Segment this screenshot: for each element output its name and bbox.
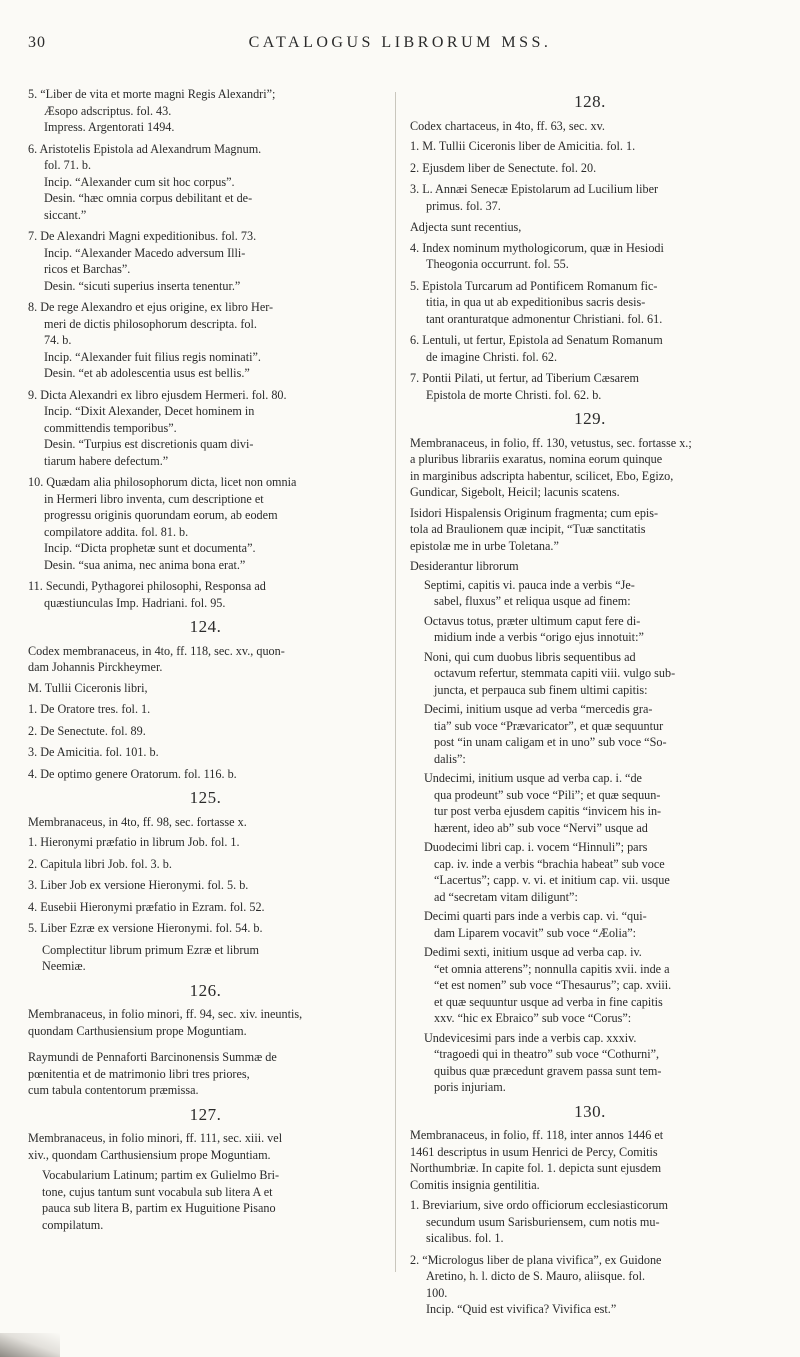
list-item: 10. Quædam alia philosophorum dicta, licet non omnia in Hermeri libro inventa, cum descriptione et progressu originis quorundam eorum, ab eodem compilatore addita. fol. 81. b. Incip. “Dicta prophetæ sunt et documenta”. Desin. “sua anima, nec anima bona erat.” <box>28 475 297 572</box>
list-item: 7. De Alexandri Magni expeditionibus. fol. 73. Incip. “Alexander Macedo adversum Illi- ricos et Barchas”. Desin. “sicuti superius inserta tenentur.” <box>28 229 257 293</box>
entry-number: 130. <box>574 1101 606 1121</box>
entry-paragraph: Dedimi sexti, initium usque ad verba cap. iv. “et omnia atterens”; nonnulla capitis xvii. inde a “et est nomen” sub voce “Thesaurus”; cap. xviii. et quæ sequuntur usque ad verba in fine capitis xxv. “hic ex Ebraico” sub voce “Corus”: <box>424 945 672 1025</box>
entry-paragraph: Octavus totus, præter ultimum caput fere di- midium inde a verbis “origo ejus innotuit:” <box>424 613 644 644</box>
entry-text: Vocabularium Latinum; partim ex Gulielmo Bri- tone, cujus tantum sunt vocabula sub litera A et pauca sub litera B, partim ex Huguitione Pisano compilatum. <box>42 1168 280 1232</box>
page-smudge <box>0 1333 60 1357</box>
left-column <box>28 86 383 1237</box>
entry-note: Complectitur librum primum Ezræ et librum Neemiæ. <box>42 942 259 973</box>
entry-paragraph: Undevicesimi pars inde a verbis cap. xxxiv. “tragoedi qui in theatro” sub voce “Cothurni”, quibus quæ præcedunt gravem passa sunt tem- poris injuriam. <box>424 1030 662 1094</box>
entry-number: 126. <box>189 980 222 1000</box>
entry-description: Membranaceus, in 4to, ff. 98, sec. fortasse x. <box>28 814 247 829</box>
list-item: 1. M. Tullii Ciceronis liber de Amicitia. fol. 1. <box>410 139 636 153</box>
running-title: CATALOGUS LIBRORUM MSS. <box>248 34 552 51</box>
entry-number: 128. <box>574 92 606 111</box>
entry-paragraph: Noni, qui cum duobus libris sequentibus ad octavum refertur, stemmata capiti viii. vulgo sub- juncta, et perpauca sub finem ultimi capitis: <box>424 649 676 697</box>
entry-paragraph: Decimi, initium usque ad verba “mercedis gra- tia” sub voce “Prævaricator”, et quæ sequuntur post “in unam caligam et in uno” sub voce “So- dalis”: <box>424 702 667 766</box>
entry-number: 127. <box>189 1104 222 1124</box>
list-item: 3. L. Annæi Senecæ Epistolarum ad Lucilium liber primus. fol. 37. <box>410 182 659 213</box>
entry-number: 125. <box>189 788 222 807</box>
list-item: 6. Aristotelis Epistola ad Alexandrum Magnum. fol. 71. b. Incip. “Alexander cum sit hoc corpus”. Desin. “hæc omnia corpus debilitant et de- siccant.” <box>28 141 262 222</box>
list-item: 4. Eusebii Hieronymi præfatio in Ezram. fol. 52. <box>28 899 265 914</box>
entry-text: Isidori Hispalensis Originum fragmenta; cum epis- tola ad Braulionem quæ incipit, “Tuæ sanctitatis epistolæ me in urbe Toletana.” <box>410 505 659 553</box>
page-header <box>0 34 800 64</box>
list-item: 1. De Oratore tres. fol. 1. <box>28 702 151 716</box>
list-item: 1. Hieronymi præfatio in librum Job. fol. 1. <box>28 835 240 849</box>
entry-paragraph: Septimi, capitis vi. pauca inde a verbis “Je- sabel, fluxus” et reliqua usque ad finem: <box>424 577 635 608</box>
list-item: 5. “Liber de vita et morte magni Regis Alexandri”; Æsopo adscriptus. fol. 43. Impress. Argentorati 1494. <box>28 87 276 134</box>
entry-paragraph: Decimi quarti pars inde a verbis cap. vi. “qui- dam Liparem vocavit” sub voce “Æolia”: <box>424 909 647 940</box>
list-item: 5. Epistola Turcarum ad Pontificem Romanum fic- titia, in qua ut ab expeditionibus sacris desis- tant oranturatque admonentur Christiani. fol. 61. <box>410 278 663 326</box>
list-item: 4. Index nominum mythologicorum, quæ in Hesiodi Theogonia occurrunt. fol. 55. <box>410 240 664 271</box>
entry-description: Membranaceus, in folio minori, ff. 94, sec. xiv. ineuntis, quondam Carthusiensium prope Moguntiam. <box>28 1007 303 1038</box>
column-divider <box>395 92 396 1272</box>
list-item: 3. De Amicitia. fol. 101. b. <box>28 745 159 759</box>
entry-paragraph: Duodecimi libri cap. i. vocem “Hinnuli”; pars cap. iv. inde a verbis “brachia habeat” sub voce “Lacertus”; capp. v. vi. et initium cap. vii. usque ad “secretam vitam diligunt”: <box>424 840 670 904</box>
list-item: 11. Secundi, Pythagorei philosophi, Responsa ad quæstiunculas Imp. Hadriani. fol. 95. <box>28 579 266 610</box>
list-item: 2. De Senectute. fol. 89. <box>28 723 146 738</box>
entry-paragraph: Undecimi, initium usque ad verba cap. i. “de qua prodeunt” sub voce “Pili”; et quæ sequun- tur post verba ejusdem capitis “invicem his in- hærent, ideo ab” sub voce “Nervi” usque ad <box>424 771 662 835</box>
list-item: 4. De optimo genere Oratorum. fol. 116. b. <box>28 766 237 781</box>
list-item: 2. Ejusdem liber de Senectute. fol. 20. <box>410 160 597 175</box>
page-number: 30 <box>28 34 46 51</box>
right-column <box>410 86 770 1323</box>
list-item: 6. Lentuli, ut fertur, Epistola ad Senatum Romanum de imagine Christi. fol. 62. <box>410 333 663 364</box>
list-item: 7. Pontii Pilati, ut fertur, ad Tiberium Cæsarem Epistola de morte Christi. fol. 62. b. <box>410 371 640 402</box>
list-item: 2. Capitula libri Job. fol. 3. b. <box>28 856 172 871</box>
list-item: 1. Breviarium, sive ordo officiorum ecclesiasticorum secundum usum Sarisburiensem, cum notis mu- sicalibus. fol. 1. <box>410 1198 669 1245</box>
entry-text: Raymundi de Pennaforti Barcinonensis Summæ de pœnitentia et de matrimonio libri tres priores, cum tabula contentorum præmissa. <box>28 1050 277 1097</box>
entry-description: Membranaceus, in folio, ff. 118, inter annos 1446 et 1461 descriptus in usum Henrici de Percy, Comitis Northumbriæ. In capite fol. 1. depicta sunt ejusdem Comitis insignia gentilitia. <box>410 1128 664 1192</box>
list-item: 9. Dicta Alexandri ex libro ejusdem Hermeri. fol. 80. Incip. “Dixit Alexander, Decet hominem in committendis temporibus”. Desin. “Turpius est discretionis quam divi- tiarum habere defectum.” <box>28 387 287 468</box>
entry-number: 129. <box>574 409 606 428</box>
entry-number: 124. <box>189 617 222 636</box>
entry-description: Codex chartaceus, in 4to, ff. 63, sec. xv. <box>410 118 605 133</box>
entry-description: Membranaceus, in folio, ff. 130, vetustus, sec. fortasse x.; a pluribus librariis exaratus, nomina eorum quinque in marginibus adscripta habentur, scilicet, Ebo, Egizo, Gundicar, Sigebolt, Heicil; lacunis scatens. <box>410 435 692 499</box>
list-item: 5. Liber Ezræ ex versione Hieronymi. fol. 54. b. <box>28 921 263 935</box>
entry-heading: Desiderantur librorum <box>410 559 519 573</box>
entry-note: Adjecta sunt recentius, <box>410 220 522 234</box>
entry-description: Codex membranaceus, in 4to, ff. 118, sec. xv., quon- dam Johannis Pirckheymer. <box>28 643 285 674</box>
list-item: 2. “Micrologus liber de plana vivifica”, ex Guidone Aretino, h. l. dicto de S. Mauro, aliisque. fol. 100. Incip. “Quid est vivifica? Vivifica est.” <box>410 1252 662 1316</box>
list-item: 8. De rege Alexandro et ejus origine, ex libro Her- meri de dictis philosophorum descripta. fol. 74. b. Incip. “Alexander fuit filius regis nominati”. Desin. “et ab adolescentia usus est bellis.” <box>28 300 274 380</box>
list-item: 3. Liber Job ex versione Hieronymi. fol. 5. b. <box>28 878 249 892</box>
entry-heading: M. Tullii Ciceronis libri, <box>28 680 148 695</box>
entry-description: Membranaceus, in folio minori, ff. 111, sec. xiii. vel xiv., quondam Carthusiensium prope Moguntiam. <box>28 1131 283 1162</box>
